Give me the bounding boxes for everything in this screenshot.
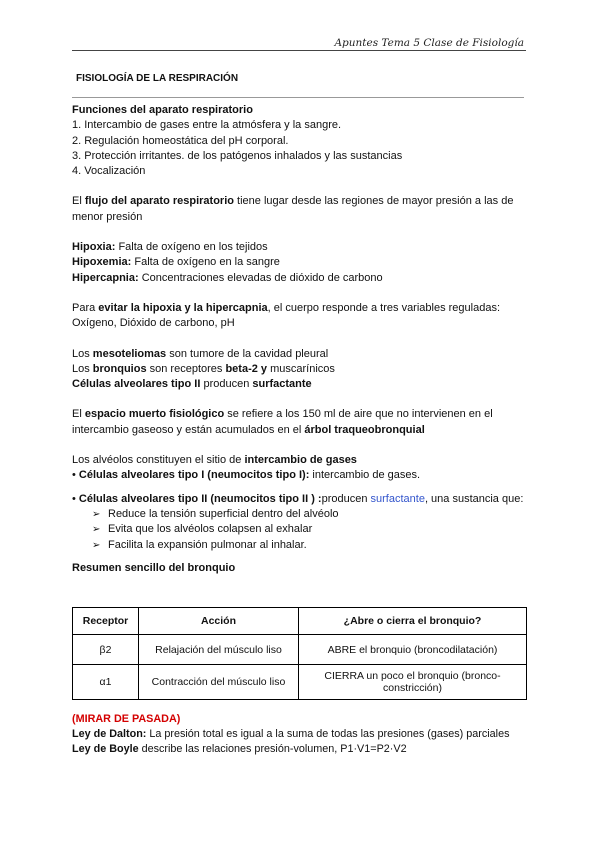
- funciones-item: 4. Vocalización: [72, 165, 146, 178]
- header-divider: [72, 50, 526, 51]
- celulas-tipo2-line: Células alveolares tipo II producen surfactante: [72, 378, 312, 391]
- header-title: Apuntes Tema 5 Clase de Fisiología: [334, 37, 524, 49]
- table-cell: CIERRA un poco el bronquio (bronco-constricción): [299, 665, 527, 700]
- table-cell: β2: [73, 635, 139, 665]
- evitar-paragraph: Para evitar la hipoxia y la hipercapnia, el cuerpo responde a tres variables reguladas: Oxígeno, Dióxido de carbono, pH: [72, 301, 501, 330]
- alveolos-line: Los alvéolos constituyen el sitio de intercambio de gases: [72, 454, 357, 467]
- mirar-de-pasada-note: (MIRAR DE PASADA): [72, 713, 181, 725]
- table-header: ¿Abre o cierra el bronquio?: [299, 608, 527, 635]
- table-cell: Contracción del músculo liso: [139, 665, 299, 700]
- list-item: ➢ Reduce la tensión superficial dentro del alvéolo: [92, 507, 524, 522]
- title-divider: [72, 97, 524, 98]
- document-title: FISIOLOGÍA DE LA RESPIRACIÓN: [76, 73, 239, 84]
- ley-dalton: Ley de Dalton: La presión total es igual a la suma de todas las presiones (gases) parciales: [72, 728, 510, 740]
- celulas-tipo2-paragraph: • Células alveolares tipo II (neumocitos tipo II ) :producen surfactante, una sustancia que:: [72, 492, 524, 505]
- surfactante-link[interactable]: surfactante: [370, 492, 425, 505]
- list-item: ➢ Facilita la expansión pulmonar al inhalar.: [92, 538, 524, 553]
- funciones-item: 1. Intercambio de gases entre la atmósfera y la sangre.: [72, 119, 342, 132]
- table-cell: α1: [73, 665, 139, 700]
- ley-boyle: Ley de Boyle describe las relaciones presión-volumen, P1·V1=P2·V2: [72, 743, 407, 755]
- funciones-item: 2. Regulación homeostática del pH corporal.: [72, 134, 289, 147]
- table-header: Receptor: [73, 608, 139, 635]
- laws-section: [72, 712, 532, 757]
- table-header: Acción: [139, 608, 299, 635]
- def-hipoxia: Hipoxia: Falta de oxígeno en los tejidos: [72, 241, 268, 254]
- flujo-paragraph: El flujo del aparato respiratorio tiene lugar desde las regiones de mayor presión a las de menor presión: [72, 195, 514, 223]
- espacio-muerto-paragraph: El espacio muerto fisiológico se refiere a los 150 ml de aire que no intervienen en el intercambio gaseoso y están acumulados en el árbol traqueobronquial: [72, 408, 493, 436]
- document-body: [72, 103, 524, 576]
- list-item: ➢ Evita que los alvéolos colapsen al exhalar: [92, 522, 524, 537]
- mesoteliomas-line: Los mesoteliomas son tumore de la cavidad pleural: [72, 347, 329, 360]
- resumen-heading: Resumen sencillo del bronquio: [72, 561, 236, 574]
- table-row: [73, 635, 527, 665]
- def-hipercapnia: Hipercapnia: Concentraciones elevadas de dióxido de carbono: [72, 271, 383, 284]
- table-header-row: [73, 608, 527, 635]
- table-cell: ABRE el bronquio (broncodilatación): [299, 635, 527, 665]
- celulas-tipo1-line: • Células alveolares tipo I (neumocitos tipo I): intercambio de gases.: [72, 469, 421, 482]
- def-hipoxemia: Hipoxemia: Falta de oxígeno en la sangre: [72, 256, 280, 269]
- table-row: [73, 665, 527, 700]
- bronquio-table: [72, 607, 527, 700]
- surfactante-list: [72, 507, 524, 553]
- funciones-heading: Funciones del aparato respiratorio: [72, 104, 253, 116]
- funciones-item: 3. Protección irritantes. de los patógenos inhalados y las sustancias: [72, 149, 403, 162]
- bronquios-line: Los bronquios son receptores beta-2 y muscarínicos: [72, 362, 335, 375]
- table-cell: Relajación del músculo liso: [139, 635, 299, 665]
